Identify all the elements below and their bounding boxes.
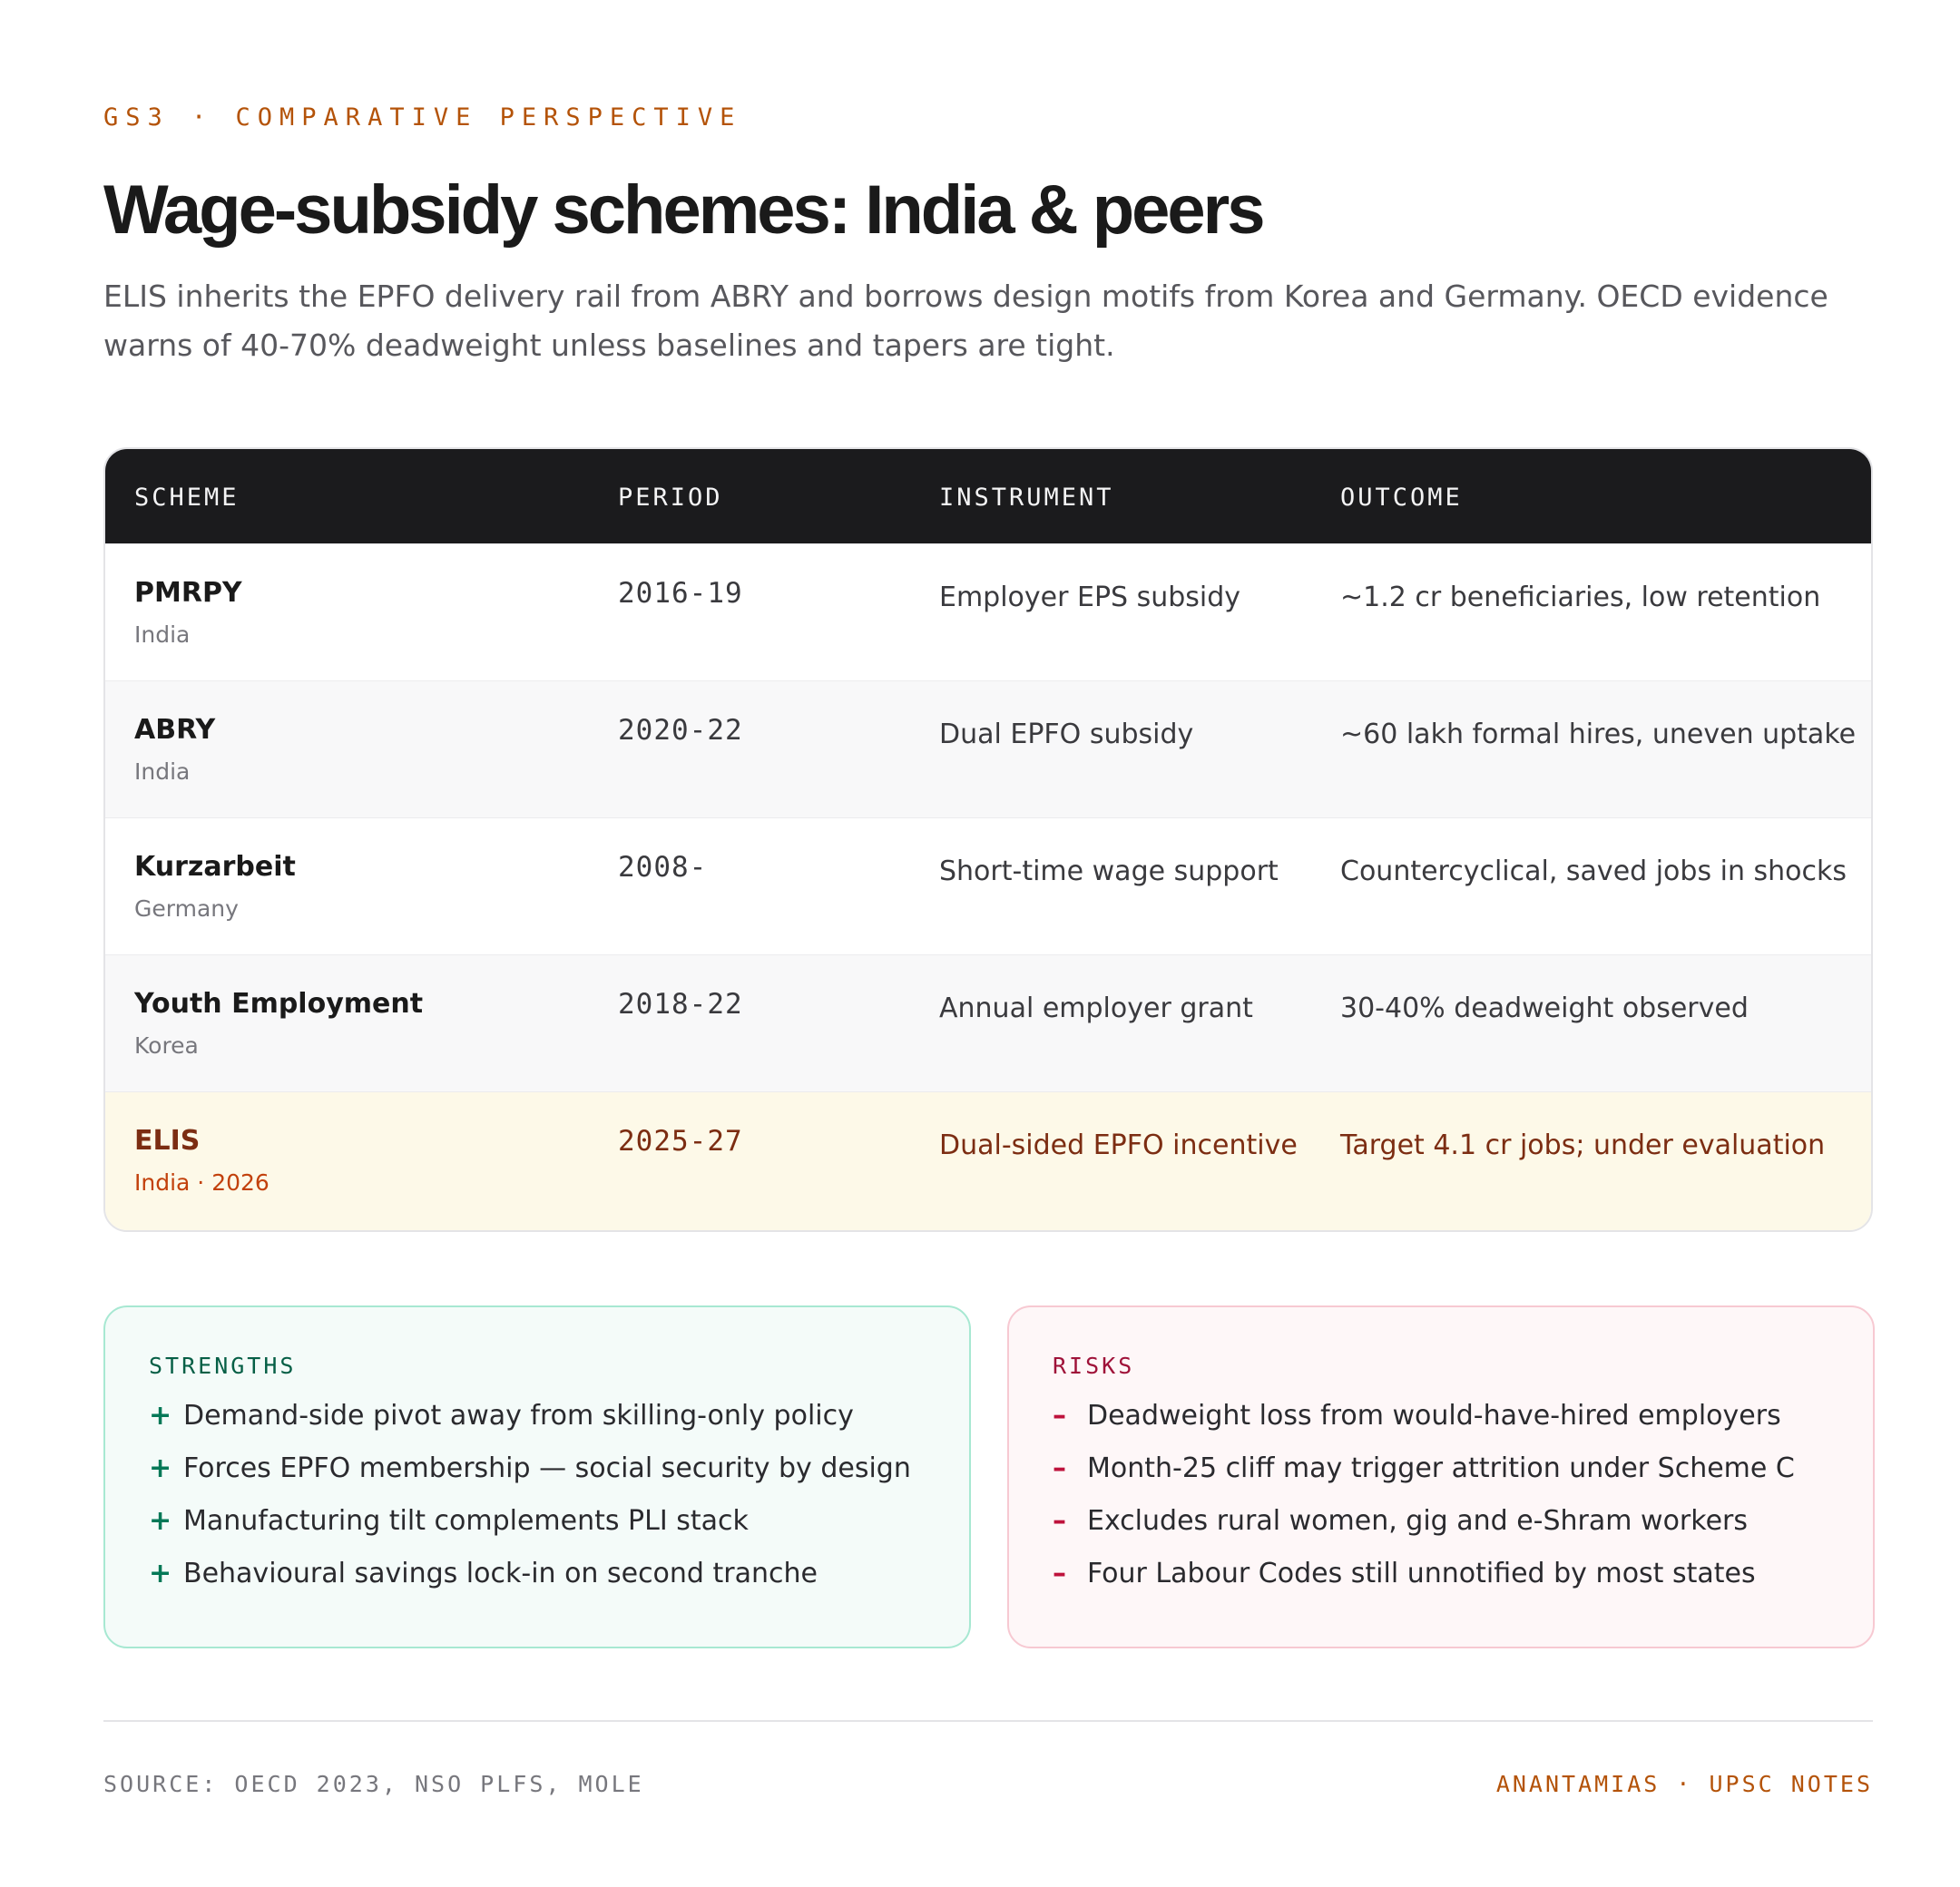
period-cell: 2025-27 [618, 1125, 743, 1158]
strength-item [149, 1495, 969, 1548]
page-title: Wage-subsidy schemes: India & peers [103, 171, 1263, 249]
comparison-table [103, 447, 1873, 1232]
strengths-list [149, 1390, 969, 1600]
risk-text: Month-25 cliff may trigger attrition under Scheme C [1087, 1452, 1795, 1484]
instrument-cell: Annual employer grant [939, 992, 1253, 1024]
table-row [105, 954, 1871, 1091]
period-cell: 2020-22 [618, 714, 743, 747]
scheme-cell [134, 988, 423, 1059]
strength-text: Manufacturing tilt complements PLI stack [183, 1505, 749, 1537]
outcome-cell: 30-40% deadweight observed [1340, 992, 1749, 1024]
risk-item [1053, 1548, 1873, 1600]
brand-label: ANANTAMIAS · UPSC NOTES [1495, 1771, 1873, 1797]
scheme-region: Korea [134, 1032, 199, 1059]
table-header [105, 449, 1871, 543]
column-header-period: PERIOD [618, 484, 723, 512]
scheme-cell [134, 1125, 270, 1196]
column-header-outcome: OUTCOME [1340, 484, 1463, 512]
instrument-cell: Short-time wage support [939, 856, 1279, 887]
outcome-cell: ~60 lakh formal hires, uneven uptake [1340, 719, 1857, 750]
plus-icon: + [149, 1558, 172, 1589]
lede: ELIS inherits the EPFO delivery rail from ABRY and borrows design motifs from Korea and Germany. OECD evidence warns of 40-70% deadweight unless baselines and tapers are tight. [103, 279, 1828, 363]
instrument-cell: Employer EPS subsidy [939, 582, 1241, 613]
scheme-name: ELIS [134, 1125, 201, 1157]
strength-item [149, 1548, 969, 1600]
strength-text: Forces EPFO membership — social security by design [183, 1452, 911, 1484]
risks-card [1007, 1305, 1875, 1648]
table-row [105, 817, 1871, 954]
period-cell: 2018-22 [618, 988, 743, 1021]
scheme-cell [134, 577, 242, 648]
outcome-cell: Countercyclical, saved jobs in shocks [1340, 856, 1847, 887]
plus-icon: + [149, 1505, 172, 1537]
column-header-scheme: SCHEME [134, 484, 240, 512]
scheme-name: PMRPY [134, 577, 242, 609]
scheme-region: India [134, 621, 191, 648]
scheme-region: India [134, 758, 191, 785]
strength-item [149, 1390, 969, 1442]
source-note: SOURCE: OECD 2023, NSO PLFS, MOLE [103, 1771, 644, 1797]
strength-text: Demand-side pivot away from skilling-only policy [183, 1400, 854, 1432]
risks-title: RISKS [1053, 1353, 1135, 1379]
scheme-cell [134, 851, 296, 922]
scheme-name: Kurzarbeit [134, 851, 296, 883]
minus-icon: – [1053, 1558, 1066, 1589]
plus-icon: + [149, 1400, 172, 1432]
minus-icon: – [1053, 1505, 1066, 1537]
table-row-highlighted [105, 1091, 1871, 1232]
eyebrow: GS3 · COMPARATIVE PERSPECTIVE [103, 103, 742, 132]
risk-item [1053, 1495, 1873, 1548]
period-cell: 2016-19 [618, 577, 743, 610]
risk-text: Excludes rural women, gig and e-Shram workers [1087, 1505, 1748, 1537]
instrument-cell: Dual-sided EPFO incentive [939, 1129, 1298, 1161]
minus-icon: – [1053, 1452, 1066, 1484]
scheme-region: Germany [134, 895, 239, 922]
minus-icon: – [1053, 1400, 1066, 1432]
risks-list [1053, 1390, 1873, 1600]
strength-text: Behavioural savings lock-in on second tranche [183, 1558, 818, 1589]
risk-item [1053, 1390, 1873, 1442]
column-header-instrument: INSTRUMENT [939, 484, 1114, 512]
scheme-name: Youth Employment [134, 988, 424, 1020]
footer-divider [103, 1720, 1873, 1722]
risk-text: Deadweight loss from would-have-hired employers [1087, 1400, 1781, 1432]
risk-text: Four Labour Codes still unnotified by most states [1087, 1558, 1756, 1589]
plus-icon: + [149, 1452, 172, 1484]
strengths-title: STRENGTHS [149, 1353, 297, 1379]
strength-item [149, 1442, 969, 1495]
instrument-cell: Dual EPFO subsidy [939, 719, 1194, 750]
table-row [105, 680, 1871, 817]
table-row [105, 543, 1871, 680]
scheme-name: ABRY [134, 714, 216, 746]
scheme-cell [134, 714, 215, 785]
strengths-card [103, 1305, 971, 1648]
period-cell: 2008- [618, 851, 708, 884]
risk-item [1053, 1442, 1873, 1495]
scheme-region: India · 2026 [134, 1169, 270, 1196]
outcome-cell: Target 4.1 cr jobs; under evaluation [1340, 1129, 1826, 1161]
outcome-cell: ~1.2 cr beneficiaries, low retention [1340, 582, 1821, 613]
